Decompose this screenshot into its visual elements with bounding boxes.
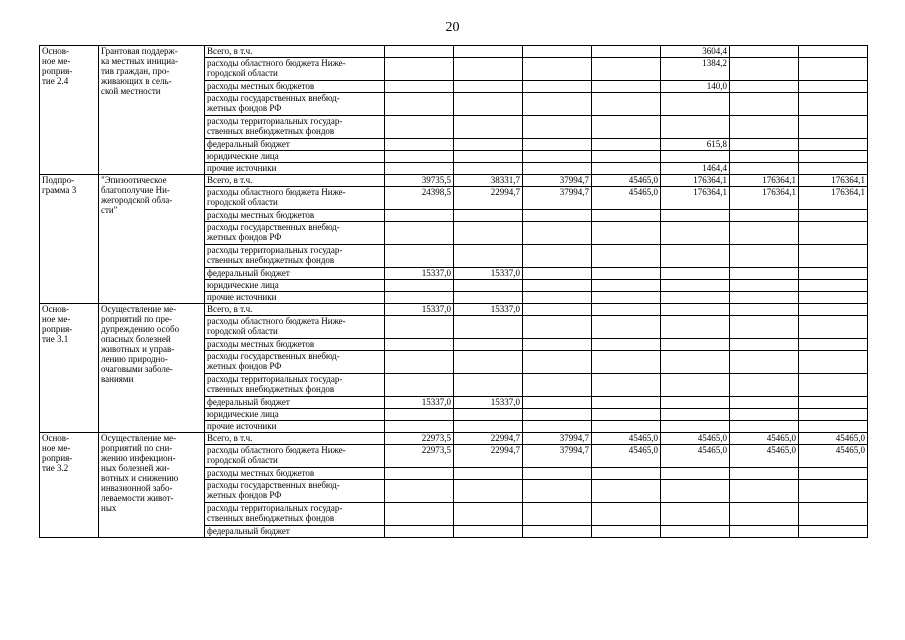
amount-cell bbox=[730, 480, 799, 503]
amount-cell: 45465,0 bbox=[730, 433, 799, 445]
amount-cell bbox=[730, 409, 799, 421]
amount-cell: 45465,0 bbox=[661, 433, 730, 445]
funding-source-cell: расходы государственных внебюд- жетных фондов РФ bbox=[205, 480, 385, 503]
funding-source-cell: федеральный бюджет bbox=[205, 397, 385, 409]
program-code-cell: Основ- ное ме- роприя- тие 3.2 bbox=[40, 433, 99, 538]
amount-cell bbox=[592, 316, 661, 339]
funding-source-cell: расходы местных бюджетов bbox=[205, 210, 385, 222]
amount-cell bbox=[523, 163, 592, 175]
amount-cell: 22994,7 bbox=[454, 445, 523, 468]
funding-source-cell: расходы государственных внебюд- жетных фондов РФ bbox=[205, 222, 385, 245]
amount-cell: 39735,5 bbox=[385, 175, 454, 187]
amount-cell bbox=[454, 46, 523, 58]
amount-cell bbox=[385, 409, 454, 421]
funding-source-cell: Всего, в т.ч. bbox=[205, 46, 385, 58]
amount-cell bbox=[385, 468, 454, 480]
amount-cell bbox=[730, 468, 799, 480]
amount-cell bbox=[730, 292, 799, 304]
amount-cell bbox=[592, 116, 661, 139]
amount-cell bbox=[592, 222, 661, 245]
amount-cell: 3604,4 bbox=[661, 46, 730, 58]
funding-source-cell: расходы областного бюджета Ниже- городской области bbox=[205, 445, 385, 468]
budget-table-body bbox=[40, 46, 868, 538]
amount-cell bbox=[799, 268, 868, 280]
amount-cell bbox=[523, 139, 592, 151]
amount-cell bbox=[661, 151, 730, 163]
amount-cell bbox=[661, 93, 730, 116]
amount-cell bbox=[592, 480, 661, 503]
funding-source-cell: юридические лица bbox=[205, 409, 385, 421]
amount-cell bbox=[730, 210, 799, 222]
amount-cell bbox=[385, 210, 454, 222]
amount-cell bbox=[523, 210, 592, 222]
amount-cell: 45465,0 bbox=[592, 433, 661, 445]
amount-cell bbox=[385, 526, 454, 538]
amount-cell bbox=[454, 81, 523, 93]
amount-cell bbox=[454, 316, 523, 339]
amount-cell bbox=[454, 292, 523, 304]
amount-cell: 22973,5 bbox=[385, 445, 454, 468]
table-row bbox=[40, 46, 868, 58]
amount-cell bbox=[799, 280, 868, 292]
amount-cell bbox=[799, 93, 868, 116]
amount-cell bbox=[523, 351, 592, 374]
amount-cell bbox=[385, 316, 454, 339]
amount-cell bbox=[523, 81, 592, 93]
amount-cell bbox=[454, 245, 523, 268]
funding-source-cell: расходы территориальных государ- ственных внебюджетных фондов bbox=[205, 116, 385, 139]
funding-source-cell: Всего, в т.ч. bbox=[205, 433, 385, 445]
amount-cell bbox=[730, 397, 799, 409]
amount-cell bbox=[730, 245, 799, 268]
amount-cell bbox=[385, 374, 454, 397]
amount-cell bbox=[592, 292, 661, 304]
table-row bbox=[40, 433, 868, 445]
funding-source-cell: расходы областного бюджета Ниже- городской области bbox=[205, 316, 385, 339]
amount-cell bbox=[454, 421, 523, 433]
amount-cell bbox=[730, 316, 799, 339]
funding-source-cell: прочие источники bbox=[205, 163, 385, 175]
amount-cell bbox=[592, 46, 661, 58]
amount-cell bbox=[523, 46, 592, 58]
amount-cell: 45465,0 bbox=[799, 445, 868, 468]
amount-cell bbox=[661, 304, 730, 316]
amount-cell bbox=[454, 116, 523, 139]
amount-cell bbox=[730, 151, 799, 163]
funding-source-cell: расходы местных бюджетов bbox=[205, 468, 385, 480]
amount-cell bbox=[454, 503, 523, 526]
program-code-cell: Основ- ное ме- роприя- тие 3.1 bbox=[40, 304, 99, 433]
amount-cell bbox=[730, 93, 799, 116]
amount-cell bbox=[454, 222, 523, 245]
amount-cell bbox=[592, 139, 661, 151]
amount-cell: 37994,7 bbox=[523, 433, 592, 445]
amount-cell bbox=[799, 210, 868, 222]
budget-table bbox=[39, 45, 868, 538]
amount-cell bbox=[730, 351, 799, 374]
amount-cell bbox=[454, 210, 523, 222]
amount-cell bbox=[523, 526, 592, 538]
amount-cell bbox=[799, 245, 868, 268]
amount-cell bbox=[523, 374, 592, 397]
amount-cell bbox=[592, 374, 661, 397]
amount-cell bbox=[523, 409, 592, 421]
amount-cell bbox=[592, 81, 661, 93]
amount-cell bbox=[661, 339, 730, 351]
amount-cell bbox=[523, 93, 592, 116]
amount-cell bbox=[661, 280, 730, 292]
amount-cell: 176364,1 bbox=[799, 187, 868, 210]
amount-cell bbox=[454, 93, 523, 116]
amount-cell bbox=[592, 280, 661, 292]
funding-source-cell: расходы областного бюджета Ниже- городской области bbox=[205, 58, 385, 81]
amount-cell bbox=[799, 503, 868, 526]
amount-cell bbox=[385, 46, 454, 58]
amount-cell bbox=[799, 163, 868, 175]
amount-cell: 176364,1 bbox=[730, 175, 799, 187]
amount-cell bbox=[799, 151, 868, 163]
amount-cell bbox=[730, 280, 799, 292]
funding-source-cell: прочие источники bbox=[205, 292, 385, 304]
amount-cell bbox=[523, 222, 592, 245]
amount-cell bbox=[385, 480, 454, 503]
amount-cell bbox=[661, 526, 730, 538]
amount-cell: 22994,7 bbox=[454, 433, 523, 445]
funding-source-cell: расходы территориальных государ- ственных внебюджетных фондов bbox=[205, 245, 385, 268]
amount-cell bbox=[454, 374, 523, 397]
amount-cell bbox=[661, 409, 730, 421]
program-code-cell: Основ- ное ме- роприя- тие 2.4 bbox=[40, 46, 99, 175]
amount-cell: 1464,4 bbox=[661, 163, 730, 175]
amount-cell bbox=[385, 139, 454, 151]
amount-cell: 176364,1 bbox=[799, 175, 868, 187]
program-name-cell: "Эпизоотическое благополучие Ни- жегородской обла- сти" bbox=[99, 175, 205, 304]
program-code-cell: Подпро- грамма 3 bbox=[40, 175, 99, 304]
amount-cell bbox=[454, 163, 523, 175]
amount-cell bbox=[454, 468, 523, 480]
amount-cell bbox=[454, 409, 523, 421]
amount-cell: 15337,0 bbox=[385, 304, 454, 316]
amount-cell bbox=[661, 222, 730, 245]
amount-cell: 45465,0 bbox=[592, 187, 661, 210]
program-name-cell: Осуществление ме- роприятий по сни- жению инфекцион- ных болезней жи- вотных и снижению инвазионной забо- леваемости живот- ных bbox=[99, 433, 205, 538]
amount-cell bbox=[799, 480, 868, 503]
amount-cell bbox=[661, 210, 730, 222]
amount-cell bbox=[799, 46, 868, 58]
amount-cell bbox=[523, 245, 592, 268]
amount-cell: 22973,5 bbox=[385, 433, 454, 445]
amount-cell: 22994,7 bbox=[454, 187, 523, 210]
amount-cell bbox=[523, 468, 592, 480]
amount-cell bbox=[523, 503, 592, 526]
amount-cell bbox=[799, 316, 868, 339]
amount-cell bbox=[799, 397, 868, 409]
amount-cell bbox=[730, 304, 799, 316]
amount-cell bbox=[385, 280, 454, 292]
amount-cell bbox=[799, 409, 868, 421]
amount-cell bbox=[661, 480, 730, 503]
amount-cell bbox=[730, 139, 799, 151]
amount-cell bbox=[799, 421, 868, 433]
funding-source-cell: расходы государственных внебюд- жетных фондов РФ bbox=[205, 93, 385, 116]
amount-cell bbox=[730, 116, 799, 139]
amount-cell bbox=[661, 468, 730, 480]
amount-cell: 615,8 bbox=[661, 139, 730, 151]
funding-source-cell: прочие источники bbox=[205, 421, 385, 433]
amount-cell bbox=[592, 409, 661, 421]
amount-cell bbox=[454, 58, 523, 81]
amount-cell: 15337,0 bbox=[454, 397, 523, 409]
funding-source-cell: Всего, в т.ч. bbox=[205, 175, 385, 187]
funding-source-cell: федеральный бюджет bbox=[205, 139, 385, 151]
amount-cell bbox=[661, 503, 730, 526]
amount-cell bbox=[661, 292, 730, 304]
funding-source-cell: расходы территориальных государ- ственных внебюджетных фондов bbox=[205, 503, 385, 526]
table-row bbox=[40, 304, 868, 316]
amount-cell bbox=[730, 46, 799, 58]
amount-cell bbox=[523, 397, 592, 409]
amount-cell bbox=[592, 210, 661, 222]
amount-cell bbox=[592, 351, 661, 374]
amount-cell bbox=[799, 81, 868, 93]
amount-cell bbox=[730, 163, 799, 175]
amount-cell bbox=[523, 304, 592, 316]
funding-source-cell: расходы областного бюджета Ниже- городской области bbox=[205, 187, 385, 210]
amount-cell bbox=[523, 151, 592, 163]
amount-cell: 45465,0 bbox=[592, 445, 661, 468]
amount-cell bbox=[592, 163, 661, 175]
amount-cell bbox=[592, 93, 661, 116]
amount-cell bbox=[730, 339, 799, 351]
amount-cell bbox=[661, 374, 730, 397]
amount-cell bbox=[385, 81, 454, 93]
amount-cell bbox=[799, 339, 868, 351]
amount-cell: 140,0 bbox=[661, 81, 730, 93]
funding-source-cell: расходы территориальных государ- ственных внебюджетных фондов bbox=[205, 374, 385, 397]
amount-cell bbox=[385, 116, 454, 139]
amount-cell bbox=[454, 526, 523, 538]
amount-cell: 15337,0 bbox=[385, 397, 454, 409]
amount-cell bbox=[730, 421, 799, 433]
amount-cell bbox=[661, 268, 730, 280]
amount-cell bbox=[385, 222, 454, 245]
amount-cell bbox=[661, 116, 730, 139]
funding-source-cell: юридические лица bbox=[205, 151, 385, 163]
amount-cell bbox=[799, 304, 868, 316]
amount-cell bbox=[661, 245, 730, 268]
amount-cell bbox=[385, 58, 454, 81]
amount-cell bbox=[523, 268, 592, 280]
amount-cell bbox=[385, 421, 454, 433]
amount-cell bbox=[385, 292, 454, 304]
amount-cell: 37994,7 bbox=[523, 445, 592, 468]
amount-cell bbox=[661, 421, 730, 433]
program-name-cell: Осуществление ме- роприятий по пре- дупреждению особо опасных болезней животных и управ- лению природно- очаговыми заболе- ваниями bbox=[99, 304, 205, 433]
amount-cell bbox=[523, 292, 592, 304]
amount-cell bbox=[385, 151, 454, 163]
amount-cell bbox=[592, 421, 661, 433]
amount-cell bbox=[385, 163, 454, 175]
amount-cell bbox=[454, 351, 523, 374]
amount-cell bbox=[592, 339, 661, 351]
amount-cell bbox=[730, 503, 799, 526]
amount-cell bbox=[799, 468, 868, 480]
amount-cell bbox=[799, 351, 868, 374]
amount-cell bbox=[661, 351, 730, 374]
amount-cell bbox=[592, 304, 661, 316]
amount-cell bbox=[385, 93, 454, 116]
amount-cell: 24398,5 bbox=[385, 187, 454, 210]
amount-cell bbox=[799, 222, 868, 245]
amount-cell: 37994,7 bbox=[523, 175, 592, 187]
amount-cell bbox=[592, 151, 661, 163]
amount-cell bbox=[799, 116, 868, 139]
amount-cell bbox=[592, 526, 661, 538]
amount-cell bbox=[385, 339, 454, 351]
amount-cell: 15337,0 bbox=[385, 268, 454, 280]
amount-cell bbox=[454, 151, 523, 163]
amount-cell bbox=[592, 58, 661, 81]
funding-source-cell: расходы государственных внебюд- жетных фондов РФ bbox=[205, 351, 385, 374]
amount-cell bbox=[523, 116, 592, 139]
amount-cell bbox=[661, 397, 730, 409]
amount-cell bbox=[523, 339, 592, 351]
page-number: 20 bbox=[445, 20, 460, 35]
amount-cell: 45465,0 bbox=[661, 445, 730, 468]
amount-cell bbox=[730, 526, 799, 538]
amount-cell: 45465,0 bbox=[799, 433, 868, 445]
amount-cell bbox=[523, 480, 592, 503]
amount-cell bbox=[592, 468, 661, 480]
amount-cell bbox=[454, 280, 523, 292]
amount-cell bbox=[799, 58, 868, 81]
funding-source-cell: Всего, в т.ч. bbox=[205, 304, 385, 316]
amount-cell bbox=[592, 268, 661, 280]
amount-cell bbox=[799, 139, 868, 151]
amount-cell bbox=[592, 503, 661, 526]
amount-cell bbox=[799, 292, 868, 304]
amount-cell bbox=[799, 526, 868, 538]
amount-cell bbox=[385, 245, 454, 268]
amount-cell bbox=[523, 421, 592, 433]
table-row bbox=[40, 175, 868, 187]
amount-cell bbox=[454, 139, 523, 151]
program-name-cell: Грантовая поддерж- ка местных инициа- тив граждан, про- живающих в сель- ской местности bbox=[99, 46, 205, 175]
amount-cell bbox=[730, 268, 799, 280]
amount-cell bbox=[523, 58, 592, 81]
amount-cell: 37994,7 bbox=[523, 187, 592, 210]
amount-cell: 15337,0 bbox=[454, 304, 523, 316]
funding-source-cell: федеральный бюджет bbox=[205, 268, 385, 280]
funding-source-cell: расходы местных бюджетов bbox=[205, 81, 385, 93]
amount-cell: 176364,1 bbox=[661, 187, 730, 210]
amount-cell: 38331,7 bbox=[454, 175, 523, 187]
amount-cell: 176364,1 bbox=[730, 187, 799, 210]
amount-cell bbox=[730, 58, 799, 81]
amount-cell bbox=[454, 480, 523, 503]
amount-cell: 1384,2 bbox=[661, 58, 730, 81]
amount-cell: 45465,0 bbox=[592, 175, 661, 187]
amount-cell bbox=[592, 245, 661, 268]
amount-cell bbox=[523, 280, 592, 292]
amount-cell bbox=[730, 374, 799, 397]
amount-cell: 45465,0 bbox=[730, 445, 799, 468]
amount-cell bbox=[385, 351, 454, 374]
amount-cell bbox=[592, 397, 661, 409]
amount-cell: 15337,0 bbox=[454, 268, 523, 280]
amount-cell bbox=[385, 503, 454, 526]
amount-cell bbox=[661, 316, 730, 339]
funding-source-cell: расходы местных бюджетов bbox=[205, 339, 385, 351]
amount-cell bbox=[523, 316, 592, 339]
funding-source-cell: юридические лица bbox=[205, 280, 385, 292]
amount-cell: 176364,1 bbox=[661, 175, 730, 187]
amount-cell bbox=[454, 339, 523, 351]
amount-cell bbox=[730, 81, 799, 93]
amount-cell bbox=[730, 222, 799, 245]
funding-source-cell: федеральный бюджет bbox=[205, 526, 385, 538]
amount-cell bbox=[799, 374, 868, 397]
